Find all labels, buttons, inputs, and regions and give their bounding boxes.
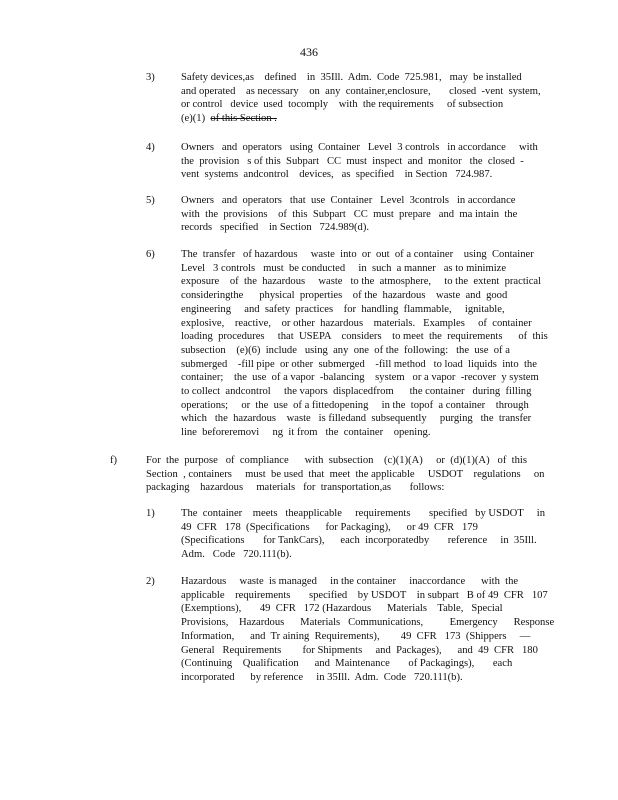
item-f1-number: 1) [146,508,155,519]
item-f1-line: (Specifications for TankCars), each incorporatedby reference in 35Ill. [181,535,537,547]
item-6-line: explosive, reactive, or other hazardous materials. Examples of container [181,317,532,329]
item-6-line: The transfer of hazardous waste into or out of a container using Container [181,249,534,260]
item-6-line: which the hazardous waste is filledand subsequently purging the transfer [181,413,532,425]
item-f2-line: General Requirements for Shipments and Packages), and 49 CFR 180 [181,644,538,656]
item-3-paragraph [181,71,541,126]
item-4-number: 4) [146,142,155,153]
item-6-line: loading procedures that USEPA considers to meet the requirements of this [181,331,548,343]
item-f2-paragraph [181,575,554,685]
item-6-line: subsection (e)(6) include using any one of the following: the use of a [181,344,510,356]
item-f1-paragraph [181,507,545,562]
item-f-line: Section , containers must be used that meet the applicable USDOT regulations on [146,468,545,480]
item-6-line: to collect andcontrol the vapors displacedfrom the container during filling [181,386,532,398]
item-f-paragraph [146,454,544,495]
item-3-line [181,112,541,126]
item-4-paragraph [181,141,538,182]
item-f2-line: applicable requirements specified by USDOT in subpart B of 49 CFR 107 [181,589,548,601]
item-6-line: exposure of the hazardous waste to the atmosphere, to the extent practical [181,276,542,288]
item-5-paragraph [181,194,517,235]
item-f-number: f) [110,455,118,466]
page-number: 436 [300,45,318,59]
item-6-line: consideringthe physical properties of the hazardous waste and good [181,290,508,302]
item-6-line: operations; or the use of a fittedopening in the topof a container through [181,399,529,411]
item-4-line: the provision s of this Subpart CC must inspect and monitor the closed - [181,155,524,167]
item-6-line: container; the use of a vapor -balancing system or a vapor -recover y system [181,372,539,384]
item-f2-line: (Exemptions), 49 CFR 172 (Hazardous Materials Table, Special [181,603,503,615]
item-f-line: For the purpose of compliance with subsection (c)(1)(A) or (d)(1)(A) of this [146,455,527,466]
item-6-line: engineering and safety practices for handling flammable, ignitable, [181,303,505,315]
item-f1-line: Adm. Code 720.111(b). [181,549,292,561]
item-5-number: 5) [146,195,155,206]
item-f2-number: 2) [146,576,155,587]
item-6-line: submerged -fill pipe or other submerged -fill method to load liquids into the [181,358,537,370]
item-4-line: vent systems andcontrol devices, as specified in Section 724.987. [181,169,493,181]
item-4-line: Owners and operators using Container Level 3 controls in accordance with [181,142,538,153]
item-f2-line: (Continuing Qualification and Maintenance of Packagings), each [181,658,513,670]
item-3-number: 3) [146,72,155,83]
item-f2-line: Provisions, Hazardous Materials Communications, Emergency Response [181,617,555,629]
item-3-line: Safety devices,as defined in 35Ill. Adm. Code 725.981, may be installed [181,72,522,83]
item-5-line: with the provisions of this Subpart CC must prepare and ma intain the [181,208,518,220]
item-3-line-text: (e)(1) [181,113,211,125]
struck-text: of this Section . [210,113,277,125]
item-f2-line: Information, and Tr aining Requirements), 49 CFR 173 (Shippers — [181,630,531,642]
item-6-line: line beforeremovi ng it from the container opening. [181,427,431,439]
item-f1-line: The container meets theapplicable requirements specified by USDOT in [181,508,546,519]
item-f2-line: Hazardous waste is managed in the container inaccordance with the [181,576,519,587]
item-3-line: or control device used tocomply with the requirements of subsection [181,99,504,111]
item-6-line: Level 3 controls must be conducted in such a manner as to minimize [181,262,507,274]
item-6-paragraph [181,248,548,440]
item-3-line: and operated as necessary on any container,enclosure, closed -vent system, [181,85,541,97]
item-f1-line: 49 CFR 178 (Specifications for Packaging), or 49 CFR 179 [181,521,478,533]
item-5-line: Owners and operators that use Container Level 3controls in accordance [181,195,516,206]
item-5-line: records specified in Section 724.989(d). [181,222,369,234]
item-f2-line: incorporated by reference in 35Ill. Adm. Code 720.111(b). [181,671,463,683]
item-6-number: 6) [146,249,155,260]
item-f-line: packaging hazardous materials for transportation,as follows: [146,482,445,494]
